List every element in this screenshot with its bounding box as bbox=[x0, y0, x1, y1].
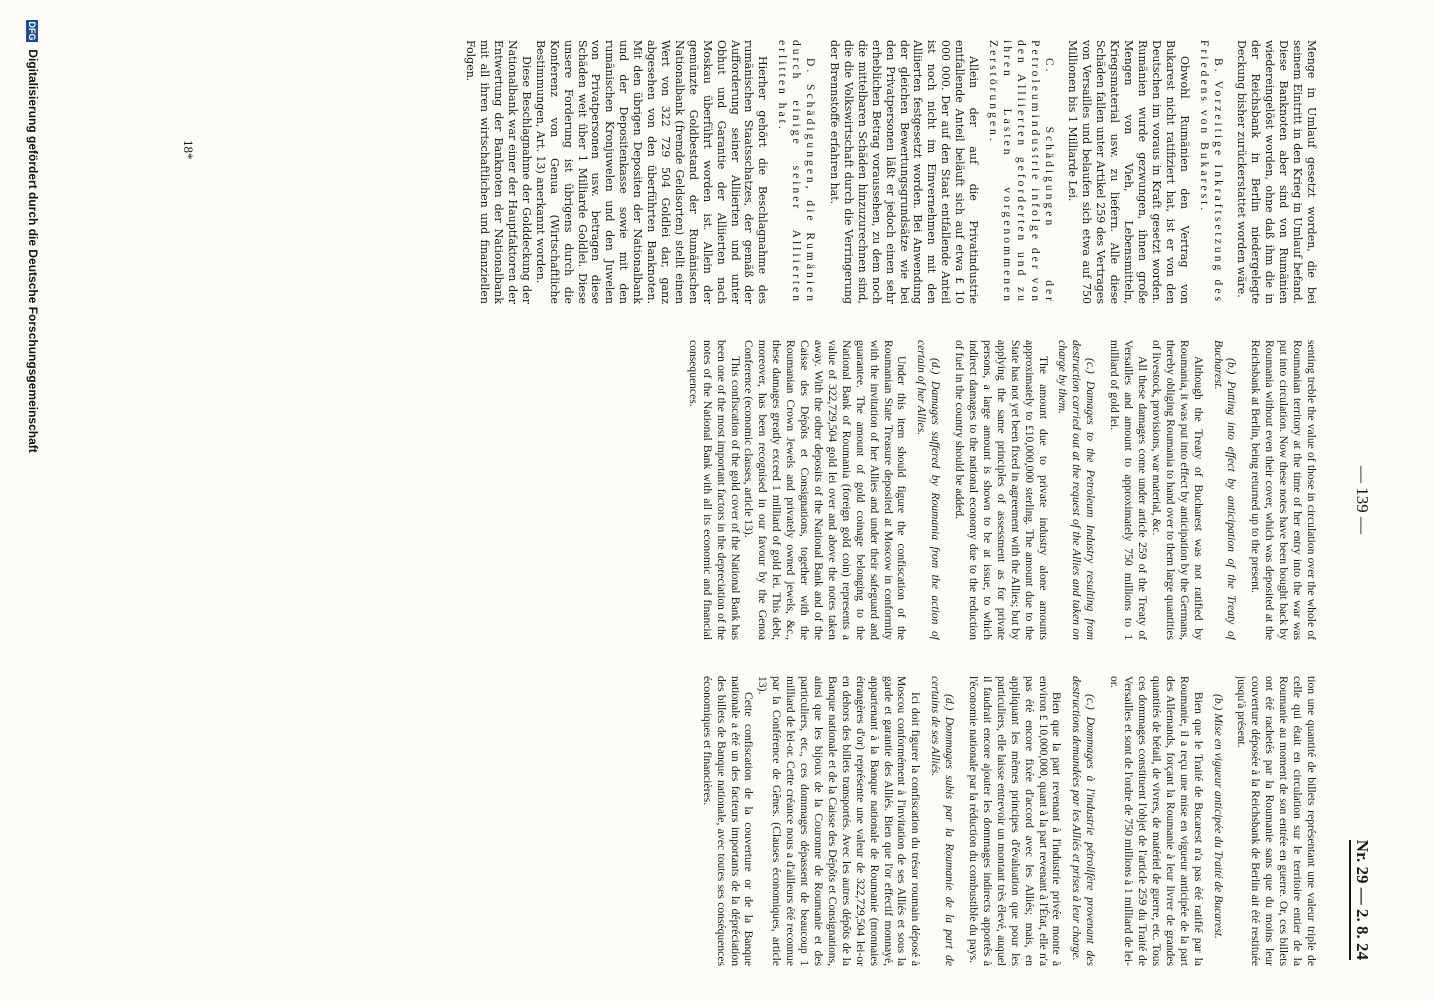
section-title-b: (b.) Mise en vigueur anticipée du Traité de Bucarest. bbox=[1211, 694, 1225, 939]
footer-text: Digitalisierung gefördert durch die Deutsche Forschungsgemeinschaft bbox=[26, 49, 40, 453]
issue-number-date: Nr. 29 — 2. 8. 24 bbox=[1349, 840, 1372, 960]
section-title-d: (d.) Damages suffered by Roumania from the action of certain of her Allies. bbox=[915, 340, 943, 640]
paragraph: Obwohl Rumänien den Vertrag von Bukarest nicht ratifiziert hat, ist er von den Deutschen im voraus in Kraft gesetzt worden. Rumänien wurde gezwungen, ihnen große Mengen von Vieh, Lebensmitteln, Kriegsmaterial usw. zu liefern. Alle diese Schäden fallen unter Artikel 259 des Vertrages von Versailles und belaufen sich etwa auf 750 Millionen bis 1 Milliarde Lei. bbox=[1066, 40, 1191, 304]
english-column bbox=[103, 340, 1318, 640]
section-title-d: (d.) Dommages subis par la Roumanie de la part de certains de ses Alliés. bbox=[929, 676, 957, 966]
paragraph: Allein der auf die Privatindustrie entfallende Anteil beläuft sich auf etwa £ 10 000 000. Der auf den Staat entfallende Anteil ist noch nicht im Einvernehmen mit den Alliierten festgesetzt worden. Bei Anwendung der gleichen Bewertungsgrundsätze wie bei den Privatpersonen läßt er jedoch einen sehr erheblichen Betrag voraussehen, zu dem noch die mittelbaren Schäden hinzuzurechnen sind, die die Volkswirtschaft durch die Verringerung der Brennstoffe erfahren hat. bbox=[828, 40, 981, 304]
paragraph: tion une quantité de billets représentant une valeur triple de celle qui était en circulation sur le territoire entier de la Roumanie au moment de son entrée en guerre. Or, ces billets ont été rachetés par la Roumanie sans que du moins leur couverture déposée à la Reichsbank de Berlin ait été restituée jusqu'à présent. bbox=[1235, 676, 1318, 966]
signature-mark: 18* bbox=[181, 140, 196, 160]
french-column bbox=[103, 676, 1318, 966]
paragraph: Diese Beschlagnahme der Golddeckung der Nationalbank war einer der Hauptfaktoren der Entwertung der Banknoten der Nationalbank mit all ihren wirtschaftlichen und finanziellen Folgen. bbox=[464, 40, 533, 304]
paragraph: Bien que le Traité de Bucarest n'a pas été ratifié par la Roumanie, il a reçu une mise en vigueur anticipée de la part des Allemands, forçant la Roumanie à leur livrer de grandes quantités de bétail, de vivres, de matériel de guerre, etc. Tous ces dommages constituent l'objet de l'article 259 du Traité de Versailles et sont de l'ordre de 750 millions à 1 milliard de lei-or. bbox=[1108, 676, 1205, 966]
german-column bbox=[103, 40, 1318, 304]
paragraph: This confiscation of the gold cover of the National Bank has been one of the most important factors in the depreciation of the notes of the National Bank with all its economic and financial consequences. bbox=[686, 340, 742, 640]
section-title-b: (b.) Putting into effect by anticipation of the Treaty of Bucharest. bbox=[1211, 340, 1239, 640]
dfg-logo-icon: DFG bbox=[27, 21, 38, 41]
section-title-c: (c.) Damages to the Petroleum Industry resulting from destruction carried out at the request of the Allies and taken on charge by them. bbox=[1056, 340, 1098, 640]
paragraph: All these damages come under article 259 of the Treaty of Versailles and amount to approximately 750 millions to 1 milliard of gold lei. bbox=[1108, 340, 1150, 640]
page-header bbox=[1346, 40, 1372, 960]
paragraph: Under this item should figure the confiscation of the Roumanian State Treasure deposited at Moscow in conformity with the invitation of her Allies and under their safeguard and guarantee. The amount of gold coinage belonging to the National Bank of Roumania (foreign gold coin) represents a value of 322,729,504 gold lei over and above the notes taken away. With the other deposits of the National Bank and of the Caisse des Dépôts et Consignations, together with the Roumanian Crown Jewels and privately owned jewels, &c., these damages greatly exceed 1 milliard of gold lei. This debt, moreover, has been recognised in our favour by the Genoa Conference (economic clauses, article 13). bbox=[742, 340, 909, 640]
paragraph: The amount due to private industry alone amounts approximately to £10,000,000 sterling. The amount due to the State has not yet been fixed in agreement with the Allies; but by applying the same principles of assessment as for private persons, a large amount is shown to be at issue, to which indirect damages to the national economy due to the reduction of fuel in the country should be added. bbox=[953, 340, 1050, 640]
paragraph: senting treble the value of those in circulation over the whole of Roumanian territory at the time of her entry into the war was put into circulation. Now these notes have been bought back by Roumania without even their cover, which was deposited at the Reichsbank at Berlin, being returned up to the present. bbox=[1249, 340, 1318, 640]
paragraph: Although the Treaty of Bucharest was not ratified by Roumania, it was put into effect by anticipation by the Germans, thereby obliging Roumania to hand over to them large quantities of livestock, provisions, war material, &c. bbox=[1149, 340, 1205, 640]
paragraph: Bien que la part revenant à l'industrie privée monte à environ £ 10,000,000, quant à la part revenant à l'État, elle n'a pas été encore fixée d'accord avec les Alliés; mais, en appliquant les mêmes principes d'évaluation que pour les particuliers, elle laisse entrevoir un montant très élevé, auquel il faudrait encore ajouter les dommages indirects apportés à l'économie nationale par la réduction du combustible du pays. bbox=[967, 676, 1064, 966]
paragraph: Hierher gehört die Beschlagnahme des rumänischen Staatsschatzes, der gemäß der Aufforderung seiner Alliierten und unter Obhut und Garantie der Alliierten nach Moskau überführt worden ist. Allein der gemünzte Goldbestand der Rumänischen Nationalbank (fremde Geldsorten) stellt einen Wert von 322 729 504 Goldlei dar, ganz abgesehen von den überführten Banknoten. Mit den übrigen Depositen der Nationalbank und der Depositenkasse sowie mit den rumänischen Kronjuwelen und den Juwelen von Privatpersonen usw. betragen diese Schäden weit über 1 Milliarde Goldlei. Diese unsere Forderung ist übrigens durch die Konferenz von Genua (Wirtschaftliche Bestimmungen, Art. 13) anerkannt worden. bbox=[533, 40, 770, 304]
section-title-c: (c.) Dommages à l'industrie pétrolifère provenant des destructions demandées par les Alliés et prises à leur charge. bbox=[1070, 676, 1098, 966]
footer-credit bbox=[16, 20, 40, 980]
paragraph: Cette confiscation de la couverture or de la Banque nationale a été un des facteurs importants de la dépréciation des billets de Banque nationale, avec toutes ses conséquences économiques et financières. bbox=[700, 676, 756, 966]
page-number: — 139 — bbox=[1353, 466, 1372, 534]
section-title-d: D. Schädigungen, die Rumänien durch einige seiner Alliierten erlitten hat. bbox=[776, 40, 818, 304]
section-title-c: C. Schädigungen der Petroleumindustrie infolge der von den Alliierten geforderten und zu ihren Lasten vorgenommenen Zerstörungen. bbox=[986, 40, 1056, 304]
section-title-b: B. Vorzeitige Inkraftsetzung des Friedens von Bukarest. bbox=[1197, 40, 1225, 304]
paragraph: Menge in Umlauf gesetzt worden, die bei seinem Eintritt in den Krieg in Umlauf befand. Diese Banknoten aber sind von Rumänien wiedereingelöst worden, ohne daß ihm die in der Reichsbank in Berlin niedergelegte Deckung bisher zurückerstattet worden wäre. bbox=[1235, 40, 1318, 304]
paragraph: Ici doit figurer la confiscation du trésor roumain déposé à Moscou conformément à l'invitation de ses Alliés et sous la garde et garantie des Alliés. Bien que l'or effectif monnayé, appartenant à la Banque nationale de Roumanie (monnaies étrangères d'or) représente une valeur de 322,729,504 lei-or en dehors des billets transportés. Avec les autres dépôts de la Banque nationale et de la Caisse des Dépôts et Consignations, ainsi que les bijoux de la Couronne de Roumanie et des particuliers, etc., ces dommages dépassent de beaucoup 1 milliard de lei-or. Cette créance nous a d'ailleurs été reconnue par la Conférence de Gênes. (Clauses économiques, article 13). bbox=[756, 676, 923, 966]
